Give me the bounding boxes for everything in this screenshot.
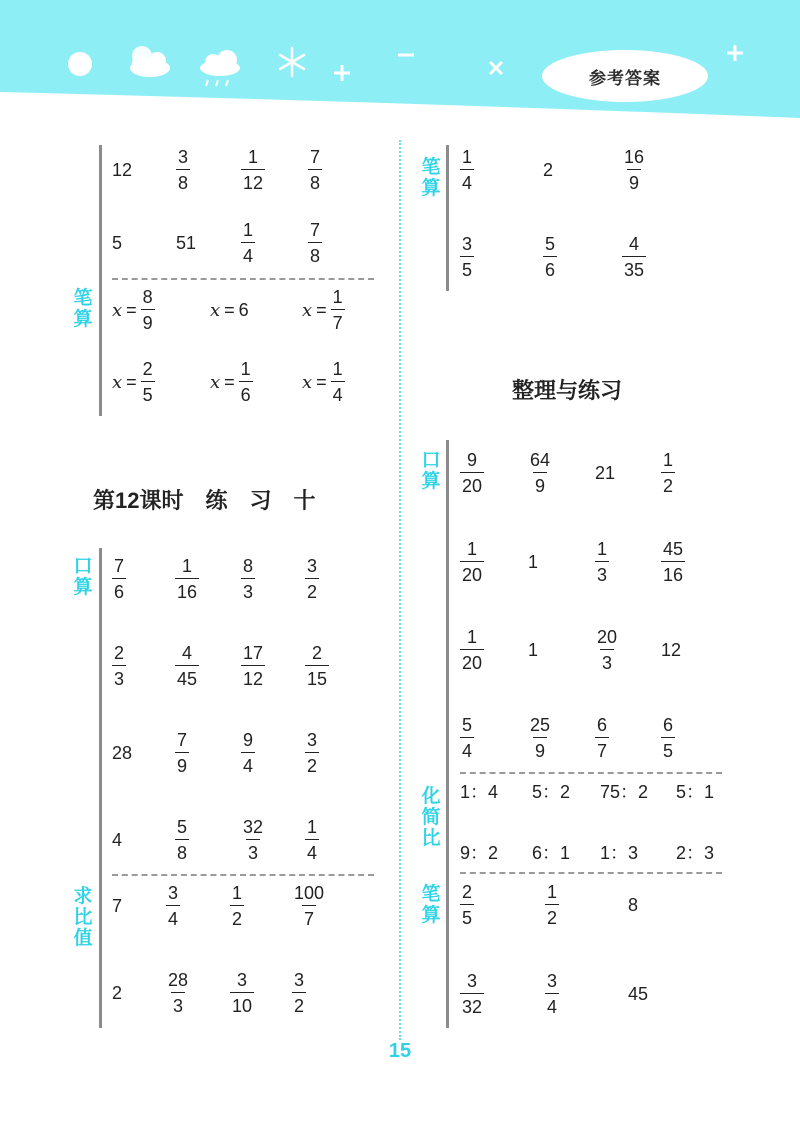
denominator: 3 [246, 839, 260, 862]
fraction [308, 148, 322, 192]
answer-cell [112, 638, 126, 694]
integer-value: 5 [112, 232, 123, 253]
variable: x [112, 299, 123, 321]
answer-cell [176, 215, 196, 271]
numerator: 8 [142, 287, 153, 307]
sun-icon [68, 52, 92, 76]
answer-cell [528, 534, 538, 590]
equation [210, 360, 253, 404]
denominator: 16 [175, 578, 199, 601]
denominator: 9 [533, 472, 547, 495]
fraction [308, 221, 322, 265]
numerator: 1 [462, 147, 473, 167]
simplify-cell: 1：4 [460, 782, 499, 802]
fraction [460, 540, 484, 584]
fraction [661, 451, 675, 495]
ratio-cell [292, 965, 306, 1021]
denominator: 6 [112, 578, 126, 601]
numerator: 6 [663, 715, 674, 735]
numerator: 2 [312, 643, 323, 663]
answer-cell [305, 725, 319, 781]
answer-cell [175, 725, 189, 781]
numerator: 1 [547, 882, 558, 902]
denominator: 8 [175, 839, 189, 862]
numerator: 3 [307, 730, 318, 750]
variable: x [302, 371, 313, 393]
simplify-cell: 5：1 [676, 782, 715, 802]
fraction [176, 148, 190, 192]
integer-value: 45 [628, 983, 649, 1004]
answer-cell [241, 215, 255, 271]
numerator: 2 [142, 359, 153, 379]
ratio-cell [112, 965, 122, 1021]
numerator: 1 [232, 883, 243, 903]
answer-cell [112, 215, 122, 271]
numerator: 7 [114, 556, 125, 576]
denominator: 5 [460, 256, 474, 279]
answer-cell [622, 142, 646, 198]
integer-value: 1 [528, 639, 539, 660]
answer-cell [628, 877, 638, 933]
answer-cell [112, 725, 132, 781]
numerator: 16 [624, 147, 645, 167]
denominator: 7 [331, 309, 345, 332]
integer-value: 2 [112, 982, 123, 1003]
fraction [622, 235, 646, 279]
fraction [230, 884, 244, 928]
answer-badge [542, 50, 708, 102]
numerator: 1 [307, 817, 318, 837]
answer-cell [595, 445, 615, 501]
denominator: 2 [661, 472, 675, 495]
denominator: 9 [141, 309, 155, 332]
lesson-kousuan-label: 口算 [73, 556, 93, 598]
fraction [175, 731, 189, 775]
numerator: 32 [243, 817, 264, 837]
fraction [241, 221, 255, 265]
equation-cell [302, 282, 345, 338]
simplify-cell: 9：2 [460, 843, 499, 863]
fraction [543, 235, 557, 279]
denominator: 20 [460, 472, 484, 495]
answer-cell [460, 445, 484, 501]
left-top-label: 笔算 [73, 288, 93, 330]
fraction [292, 884, 326, 928]
numerator: 7 [310, 147, 321, 167]
lesson-ratio-label: 求比值 [73, 886, 93, 949]
integer-value: 28 [112, 742, 133, 763]
denominator: 6 [543, 256, 557, 279]
integer-value: 8 [628, 894, 639, 915]
variable: x [210, 299, 221, 321]
answer-cell [460, 142, 474, 198]
answer-cell [175, 638, 199, 694]
equation [112, 288, 155, 332]
fraction [460, 883, 474, 927]
answer-cell [241, 725, 255, 781]
numerator: 1 [248, 147, 259, 167]
numerator: 2 [462, 882, 473, 902]
ratio-cell [112, 878, 122, 934]
ratio-cell [292, 878, 326, 934]
operator: = [316, 371, 327, 392]
denominator: 3 [171, 992, 185, 1015]
denominator: 7 [595, 737, 609, 760]
answer-cell [305, 812, 319, 868]
fraction [595, 628, 619, 672]
numerator: 3 [237, 970, 248, 990]
fraction [528, 451, 552, 495]
answer-cell [595, 534, 609, 590]
left-top-divider [112, 278, 374, 280]
denominator: 4 [545, 993, 559, 1016]
fraction [112, 644, 126, 688]
fraction [305, 644, 329, 688]
numerator: 2 [114, 643, 125, 663]
numerator: 1 [332, 287, 343, 307]
denominator: 9 [533, 737, 547, 760]
answer-cell [308, 215, 322, 271]
answer-cell [528, 445, 552, 501]
numerator: 3 [467, 971, 478, 991]
fraction [305, 557, 319, 601]
answer-cell [661, 622, 681, 678]
page-number: 15 [388, 1040, 412, 1062]
denominator: 5 [661, 737, 675, 760]
denominator: 8 [308, 169, 322, 192]
fraction [595, 540, 609, 584]
answer-cell [622, 229, 646, 285]
answer-cell [528, 710, 552, 766]
answer-cell [595, 622, 619, 678]
simplify-cell: 2：3 [676, 843, 715, 863]
denominator: 45 [175, 665, 199, 688]
numerator: 1 [663, 450, 674, 470]
denominator: 2 [292, 992, 306, 1015]
answer-cell [661, 534, 685, 590]
fraction [141, 288, 155, 332]
fraction [175, 818, 189, 862]
ratio-cell [230, 965, 254, 1021]
numerator: 9 [467, 450, 478, 470]
answer-cell [460, 966, 484, 1022]
numerator: 1 [597, 539, 608, 559]
operator: = [224, 299, 235, 320]
numerator: 9 [243, 730, 254, 750]
numerator: 3 [294, 970, 305, 990]
denominator: 6 [239, 381, 253, 404]
lesson-divider [112, 874, 374, 876]
fraction [166, 884, 180, 928]
answer-cell [112, 551, 126, 607]
numerator: 3 [547, 971, 558, 991]
denominator: 4 [331, 381, 345, 404]
right-top-label: 笔算 [421, 157, 441, 199]
simplify-cell: 6：1 [532, 843, 571, 863]
fraction [241, 557, 255, 601]
numerator: 5 [545, 234, 556, 254]
equation [302, 360, 345, 404]
answer-cell [543, 229, 557, 285]
fraction [166, 971, 190, 1015]
answer-cell [543, 142, 553, 198]
integer-value: 4 [112, 829, 123, 850]
answer-cell [460, 710, 474, 766]
numerator: 5 [177, 817, 188, 837]
operator: = [126, 299, 137, 320]
fraction [460, 716, 474, 760]
answer-cell [545, 966, 559, 1022]
denominator: 7 [302, 905, 316, 928]
fraction [175, 557, 199, 601]
review-kousuan-label: 口算 [421, 450, 441, 492]
fraction [241, 644, 265, 688]
numerator: 17 [243, 643, 264, 663]
lesson-bar [99, 548, 102, 1028]
denominator: 15 [305, 665, 329, 688]
answer-cell [308, 142, 322, 198]
numerator: 45 [663, 539, 684, 559]
numerator: 4 [629, 234, 640, 254]
answer-cell [661, 445, 675, 501]
fraction [239, 360, 253, 404]
numerator: 64 [530, 450, 551, 470]
fraction [528, 716, 552, 760]
fraction [175, 644, 199, 688]
denominator: 9 [627, 169, 641, 192]
fraction [331, 288, 345, 332]
answer-cell [528, 622, 538, 678]
integer-value: 6 [238, 299, 249, 320]
equation [210, 300, 249, 321]
integer-value: 2 [543, 159, 554, 180]
equation-cell [210, 354, 253, 410]
fraction [292, 971, 306, 1015]
answer-cell [595, 710, 609, 766]
answer-cell [545, 877, 559, 933]
integer-value: 12 [661, 639, 682, 660]
review-bar [446, 440, 449, 1028]
denominator: 4 [305, 839, 319, 862]
integer-value: 1 [528, 551, 539, 572]
equation [302, 288, 345, 332]
fraction [545, 972, 559, 1016]
equation-cell [112, 282, 155, 338]
operator: = [126, 371, 137, 392]
equation-cell [302, 354, 345, 410]
fraction [595, 716, 609, 760]
fraction [331, 360, 345, 404]
denominator: 2 [545, 904, 559, 927]
denominator: 4 [460, 737, 474, 760]
variable: x [112, 371, 123, 393]
column-divider [399, 140, 401, 1040]
numerator: 28 [168, 970, 189, 990]
numerator: 7 [310, 220, 321, 240]
numerator: 1 [182, 556, 193, 576]
numerator: 7 [177, 730, 188, 750]
denominator: 9 [175, 752, 189, 775]
equation-cell [210, 282, 249, 338]
answer-cell [460, 622, 484, 678]
denominator: 12 [241, 169, 265, 192]
denominator: 3 [595, 561, 609, 584]
answer-cell [175, 551, 199, 607]
numerator: 8 [243, 556, 254, 576]
fraction [661, 540, 685, 584]
numerator: 1 [467, 627, 478, 647]
answer-cell [460, 877, 474, 933]
operator: = [316, 299, 327, 320]
lesson-title: 第12课时 练 习 十 [93, 488, 316, 513]
denominator: 20 [460, 561, 484, 584]
integer-value: 51 [176, 232, 197, 253]
fraction [230, 971, 254, 1015]
fraction [460, 972, 484, 1016]
numerator: 100 [294, 883, 325, 903]
simplify-cell: 5：2 [532, 782, 571, 802]
variable: x [210, 371, 221, 393]
fraction [460, 628, 484, 672]
answer-cell [241, 812, 265, 868]
numerator: 3 [168, 883, 179, 903]
answer-cell [175, 812, 189, 868]
answer-cell [460, 229, 474, 285]
numerator: 6 [597, 715, 608, 735]
answer-cell [176, 142, 190, 198]
fraction [622, 148, 646, 192]
answer-label: 参考答案 [589, 68, 661, 88]
ratio-cell [166, 878, 180, 934]
answer-cell [241, 638, 265, 694]
fraction [241, 148, 265, 192]
denominator: 4 [166, 905, 180, 928]
numerator: 1 [243, 220, 254, 240]
numerator: 25 [530, 715, 551, 735]
review-title: 整理与练习 [512, 378, 623, 403]
review-simplify-label: 化简比 [421, 786, 441, 849]
denominator: 20 [460, 649, 484, 672]
numerator: 3 [462, 234, 473, 254]
numerator: 5 [462, 715, 473, 735]
fraction [661, 716, 675, 760]
denominator: 8 [308, 242, 322, 265]
numerator: 3 [307, 556, 318, 576]
denominator: 35 [622, 256, 646, 279]
fraction [460, 451, 484, 495]
numerator: 1 [332, 359, 343, 379]
denominator: 5 [141, 381, 155, 404]
ratio-cell [230, 878, 244, 934]
denominator: 3 [241, 578, 255, 601]
fraction [460, 235, 474, 279]
denominator: 2 [305, 752, 319, 775]
fraction [305, 731, 319, 775]
operator: = [224, 371, 235, 392]
denominator: 2 [230, 905, 244, 928]
denominator: 3 [112, 665, 126, 688]
answer-cell [241, 551, 255, 607]
simplify-cell: 75：2 [600, 782, 649, 802]
fraction [460, 148, 474, 192]
numerator: 3 [178, 147, 189, 167]
denominator: 32 [460, 993, 484, 1016]
ratio-cell [166, 965, 190, 1021]
fraction [545, 883, 559, 927]
denominator: 4 [460, 169, 474, 192]
denominator: 4 [241, 752, 255, 775]
denominator: 10 [230, 992, 254, 1015]
answer-cell [305, 638, 329, 694]
numerator: 1 [240, 359, 251, 379]
answer-cell [241, 142, 265, 198]
integer-value: 7 [112, 895, 123, 916]
answer-cell [460, 534, 484, 590]
simplify-cell: 1：3 [600, 843, 639, 863]
page-header [0, 0, 800, 130]
integer-value: 21 [595, 462, 616, 483]
equation [112, 360, 155, 404]
fraction [241, 731, 255, 775]
denominator: 2 [305, 578, 319, 601]
numerator: 4 [182, 643, 193, 663]
right-top-bar [446, 145, 449, 291]
fraction [141, 360, 155, 404]
denominator: 4 [241, 242, 255, 265]
denominator: 12 [241, 665, 265, 688]
answer-cell [112, 812, 122, 868]
fraction [241, 818, 265, 862]
left-top-bar [99, 145, 102, 416]
answer-cell [305, 551, 319, 607]
answer-cell [661, 710, 675, 766]
review-bisuan-label: 笔算 [421, 884, 441, 926]
fraction [112, 557, 126, 601]
answer-cell [628, 966, 648, 1022]
variable: x [302, 299, 313, 321]
denominator: 16 [661, 561, 685, 584]
answer-cell [112, 142, 132, 198]
fraction [305, 818, 319, 862]
integer-value: 12 [112, 159, 133, 180]
denominator: 3 [600, 649, 614, 672]
denominator: 5 [460, 904, 474, 927]
denominator: 8 [176, 169, 190, 192]
numerator: 20 [597, 627, 618, 647]
numerator: 1 [467, 539, 478, 559]
equation-cell [112, 354, 155, 410]
